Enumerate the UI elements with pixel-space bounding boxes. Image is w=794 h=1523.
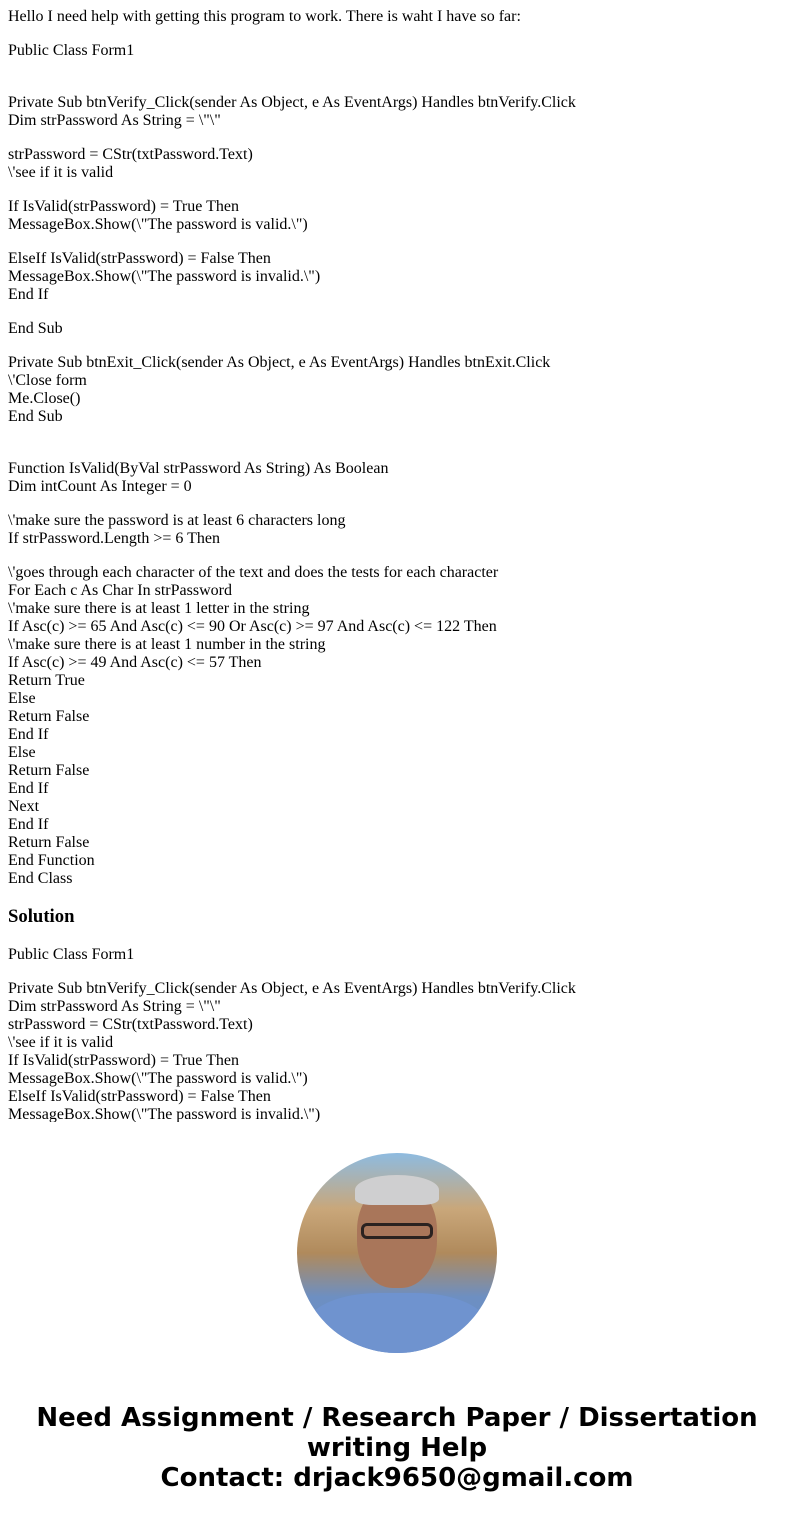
code-paragraph bbox=[8, 460, 388, 496]
code-line: End If bbox=[8, 726, 49, 743]
code-line: MessageBox.Show(\"The password is valid.\") bbox=[8, 1070, 308, 1087]
code-line: Else bbox=[8, 744, 36, 761]
author-avatar bbox=[297, 1153, 497, 1353]
code-line: ElseIf IsValid(strPassword) = False Then bbox=[8, 1088, 271, 1105]
code-line: MessageBox.Show(\"The password is valid.\") bbox=[8, 216, 308, 233]
code-line: Dim intCount As Integer = 0 bbox=[8, 478, 192, 495]
code-line: If Asc(c) >= 49 And Asc(c) <= 57 Then bbox=[8, 654, 262, 671]
code-line: Dim strPassword As String = \"\" bbox=[8, 112, 221, 129]
promo-contact: Contact: drjack9650@gmail.com bbox=[160, 1463, 634, 1493]
code-line: End If bbox=[8, 816, 49, 833]
code-line: Next bbox=[8, 798, 40, 815]
question-intro: Hello I need help with getting this program to work. There is waht I have so far: bbox=[8, 8, 521, 25]
code-line: If strPassword.Length >= 6 Then bbox=[8, 530, 220, 547]
question-class-decl: Public Class Form1 bbox=[8, 42, 135, 59]
code-line: \'make sure there is at least 1 number in the string bbox=[8, 636, 326, 653]
code-line: Return False bbox=[8, 708, 90, 725]
code-paragraph bbox=[8, 146, 253, 182]
code-line: \'see if it is valid bbox=[8, 164, 114, 181]
promo-line-1: Need Assignment / Research Paper / Dissertation bbox=[36, 1403, 758, 1433]
code-line: Private Sub btnVerify_Click(sender As Object, e As EventArgs) Handles btnVerify.Click bbox=[8, 94, 576, 111]
code-line: End If bbox=[8, 286, 49, 303]
code-line: \'goes through each character of the text and does the tests for each character bbox=[8, 564, 499, 581]
code-line: strPassword = CStr(txtPassword.Text) bbox=[8, 1016, 253, 1033]
code-paragraph bbox=[8, 250, 320, 304]
code-line: MessageBox.Show(\"The password is invalid.\") bbox=[8, 268, 321, 285]
code-line: \'Close form bbox=[8, 372, 87, 389]
code-line: If IsValid(strPassword) = True Then bbox=[8, 198, 239, 215]
code-paragraph bbox=[8, 512, 345, 548]
solution-code-preview bbox=[8, 980, 576, 1122]
promo-line-2: writing Help bbox=[306, 1433, 488, 1463]
code-line: \'make sure there is at least 1 letter in the string bbox=[8, 600, 310, 617]
code-line: End Class bbox=[8, 870, 73, 887]
code-line: strPassword = CStr(txtPassword.Text) bbox=[8, 146, 253, 163]
code-line: If Asc(c) >= 65 And Asc(c) <= 90 Or Asc(c) >= 97 And Asc(c) <= 122 Then bbox=[8, 618, 497, 635]
code-line: If IsValid(strPassword) = True Then bbox=[8, 1052, 239, 1069]
code-line: Function IsValid(ByVal strPassword As String) As Boolean bbox=[8, 460, 389, 477]
code-line: End Function bbox=[8, 852, 95, 869]
code-line: Private Sub btnExit_Click(sender As Object, e As EventArgs) Handles btnExit.Click bbox=[8, 354, 551, 371]
code-line: End Sub bbox=[8, 320, 63, 337]
code-line: End If bbox=[8, 780, 49, 797]
code-paragraph bbox=[8, 320, 63, 338]
code-line: Dim strPassword As String = \"\" bbox=[8, 998, 221, 1015]
code-line: Return True bbox=[8, 672, 85, 689]
promo-banner bbox=[0, 1403, 794, 1493]
code-paragraph bbox=[8, 354, 550, 426]
code-line: Private Sub btnVerify_Click(sender As Object, e As EventArgs) Handles btnVerify.Click bbox=[8, 980, 576, 997]
code-line: \'make sure the password is at least 6 characters long bbox=[8, 512, 346, 529]
code-line: End Sub bbox=[8, 408, 63, 425]
code-paragraph bbox=[8, 94, 576, 130]
code-line: MessageBox.Show(\"The password is invalid.\") bbox=[8, 1106, 321, 1122]
code-line: Me.Close() bbox=[8, 390, 81, 407]
code-line: ElseIf IsValid(strPassword) = False Then bbox=[8, 250, 271, 267]
code-line: Return False bbox=[8, 834, 90, 851]
code-line: Return False bbox=[8, 762, 90, 779]
code-line: Else bbox=[8, 690, 36, 707]
solution-class-decl: Public Class Form1 bbox=[8, 946, 135, 963]
code-line: For Each c As Char In strPassword bbox=[8, 582, 232, 599]
code-line: \'see if it is valid bbox=[8, 1034, 114, 1051]
code-paragraph bbox=[8, 564, 498, 888]
code-paragraph bbox=[8, 198, 308, 234]
solution-heading: Solution bbox=[8, 906, 75, 927]
